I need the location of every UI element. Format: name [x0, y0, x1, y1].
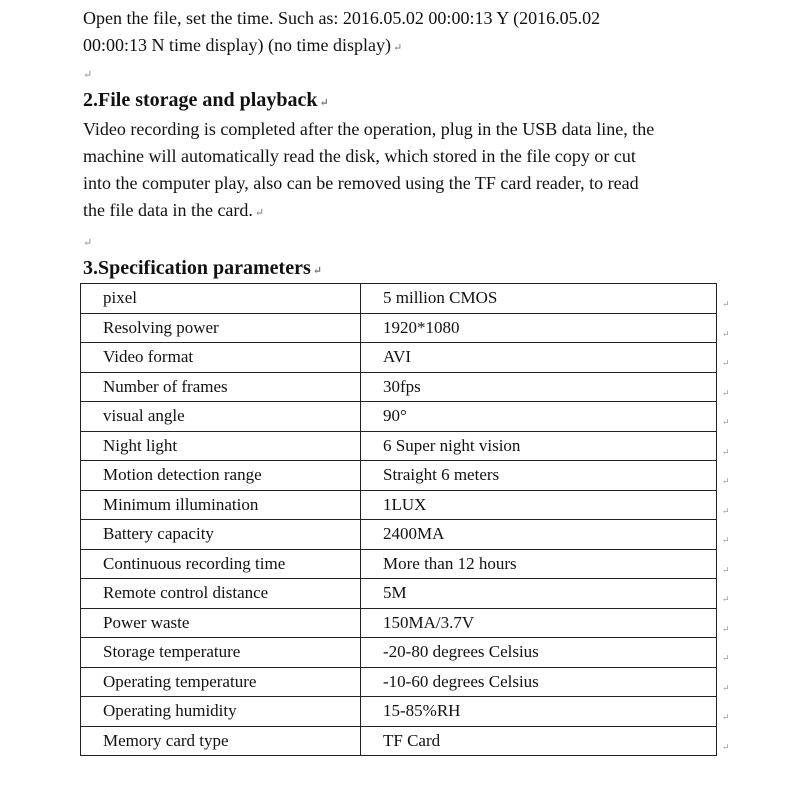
section-2-paragraph [83, 116, 654, 227]
section-2-line-4: the file data in the card. [83, 200, 253, 220]
section-3-title [83, 257, 322, 280]
row-end-mark: ↵ [722, 623, 730, 634]
table-row [81, 461, 717, 491]
row-end-mark: ↵ [722, 535, 730, 545]
param-label: Memory card type [81, 726, 361, 756]
table-row [81, 402, 717, 432]
paragraph-mark: ↵ [312, 265, 322, 277]
param-label: Remote control distance [81, 579, 361, 609]
param-value: 1920*1080 [361, 313, 717, 343]
row-end-mark: ↵ [722, 328, 730, 339]
section-2-line-2: machine will automatically read the disk, which stored in the file copy or cut [83, 146, 636, 166]
param-value: 150MA/3.7V [361, 608, 717, 638]
param-value: 5 million CMOS [361, 284, 717, 314]
intro-line-2: 00:00:13 N time display) (no time display) [83, 35, 391, 55]
spec-table [80, 283, 717, 756]
table-row [81, 343, 717, 373]
section-2-line-1: Video recording is completed after the operation, plug in the USB data line, the [83, 119, 655, 139]
param-label: Operating humidity [81, 697, 361, 727]
intro-paragraph [83, 5, 600, 62]
param-value: 15-85%RH [361, 697, 717, 727]
param-label: Night light [81, 431, 361, 461]
param-value: 2400MA [361, 520, 717, 550]
table-row [81, 313, 717, 343]
param-value: 90° [361, 402, 717, 432]
param-value: 5M [361, 579, 717, 609]
table-row [81, 490, 717, 520]
section-2-title [83, 89, 329, 112]
table-row [81, 372, 717, 402]
param-label: visual angle [81, 402, 361, 432]
intro-line-1: Open the file, set the time. Such as: 2016.05.02 00:00:13 Y (2016.05.02 [83, 8, 601, 28]
param-label: Motion detection range [81, 461, 361, 491]
param-value: AVI [361, 343, 717, 373]
param-value: -10-60 degrees Celsius [361, 667, 717, 697]
param-label: Battery capacity [81, 520, 361, 550]
paragraph-mark: ↵ [319, 97, 329, 109]
param-label: Number of frames [81, 372, 361, 402]
row-end-mark: ↵ [722, 476, 730, 486]
table-row [81, 549, 717, 579]
param-label: Operating temperature [81, 667, 361, 697]
paragraph-mark: ↵ [392, 42, 403, 54]
param-value: More than 12 hours [361, 549, 717, 579]
table-row [81, 726, 717, 756]
param-label: Continuous recording time [81, 549, 361, 579]
table-row [81, 697, 717, 727]
row-end-mark: ↵ [722, 594, 730, 604]
row-end-mark: ↵ [722, 387, 730, 398]
param-label: Power waste [81, 608, 361, 638]
param-label: Video format [81, 343, 361, 373]
row-end-mark: ↵ [722, 299, 730, 309]
table-row [81, 638, 717, 668]
row-end-mark: ↵ [722, 358, 730, 368]
table-row [81, 579, 717, 609]
row-end-mark: ↵ [722, 741, 730, 752]
section-3-title-text: 3.Specification parameters [83, 257, 311, 279]
param-value: Straight 6 meters [361, 461, 717, 491]
row-end-mark: ↵ [722, 417, 730, 427]
row-end-mark: ↵ [722, 564, 730, 575]
row-end-mark: ↵ [722, 446, 730, 457]
paragraph-mark: ↵ [83, 237, 93, 249]
row-end-mark: ↵ [722, 712, 730, 722]
row-end-mark: ↵ [722, 653, 730, 663]
table-row [81, 667, 717, 697]
param-value: TF Card [361, 726, 717, 756]
paragraph-mark: ↵ [83, 69, 93, 81]
row-end-mark: ↵ [722, 682, 730, 693]
table-row [81, 520, 717, 550]
section-2-title-text: 2.File storage and playback [83, 89, 318, 111]
paragraph-mark: ↵ [254, 207, 265, 219]
param-label: Minimum illumination [81, 490, 361, 520]
row-end-mark: ↵ [722, 505, 730, 516]
spec-table-body [81, 284, 717, 756]
param-value: 1LUX [361, 490, 717, 520]
table-row [81, 284, 717, 314]
table-row [81, 431, 717, 461]
section-2-line-3: into the computer play, also can be removed using the TF card reader, to read [83, 173, 639, 193]
table-row [81, 608, 717, 638]
param-value: 30fps [361, 372, 717, 402]
param-label: Storage temperature [81, 638, 361, 668]
param-value: 6 Super night vision [361, 431, 717, 461]
param-label: Resolving power [81, 313, 361, 343]
param-label: pixel [81, 284, 361, 314]
param-value: -20-80 degrees Celsius [361, 638, 717, 668]
